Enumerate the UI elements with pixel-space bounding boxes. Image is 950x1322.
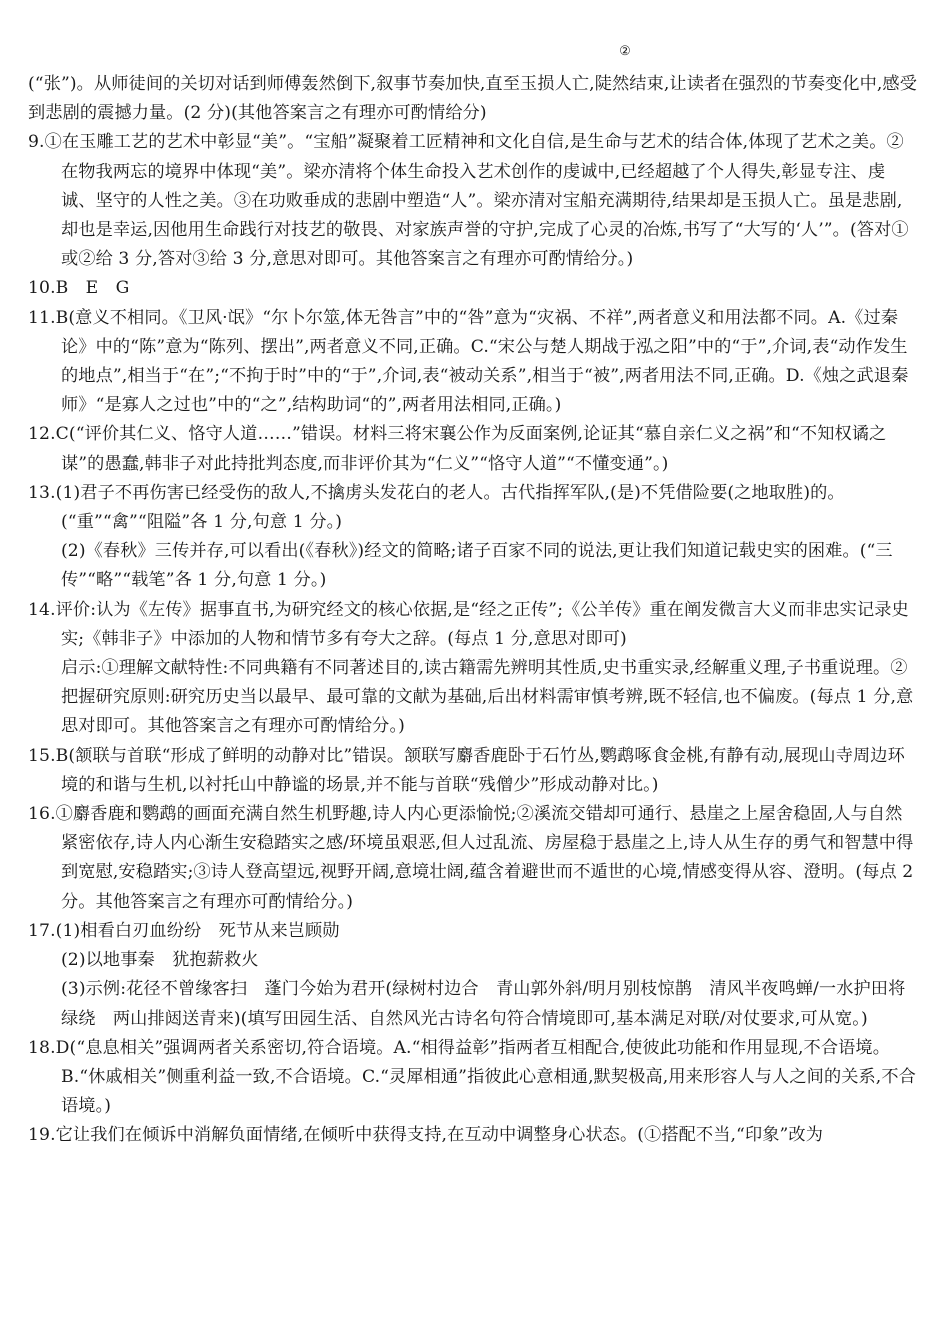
answer-content: [28, 70, 918, 1151]
answer-15: 15.B(颔联与首联“形成了鲜明的动静对比”错误。颔联写麝香鹿卧于石竹丛,鹦鹉啄食金桃,有静有动,展现山寺周边环境的和谐与生机,以衬托山中静谧的场景,并不能与首联“残僧少”形成动静对比。): [28, 745, 905, 795]
answer-19: 19.它让我们在倾诉中消解负面情绪,在倾听中获得支持,在互动中调整身心状态。(①搭配不当,“印象”改为: [28, 1125, 823, 1146]
answer-17-part-3: (3)示例:花径不曾缘客扫 蓬门今始为君开(绿树村边合 青山郭外斜/明月别枝惊鹊 清风半夜鸣蝉/一水护田将绿绕 两山排闼送青来)(填写田园生活、自然风光古诗名句符合情境即可,基本满足对联/对仗要求,可从宽。): [61, 979, 906, 1029]
answer-13-part-2: (2)《春秋》三传并存,可以看出(《春秋》)经文的简略;诸子百家不同的说法,更让我们知道记载史实的困难。(“三传”“略”“载笔”各 1 分,句意 1 分。): [61, 541, 893, 591]
paragraph-continuation: (“张”)。从师徒间的关切对话到师傅轰然倒下,叙事节奏加快,直至玉损人亡,陡然结束,让读者在强烈的节奏变化中,感受到悲剧的震撼力量。(2 分)(其他答案言之有理亦可酌情给分): [28, 74, 918, 124]
answer-14-insight: 启示:①理解文献特性:不同典籍有不同著述目的,读古籍需先辨明其性质,史书重实录,经解重义理,子书重说理。②把握研究原则:研究历史当以最早、最可靠的文献为基础,后出材料需审慎考辨,既不轻信,也不偏废。(每点 1 分,意思对即可。其他答案言之有理亦可酌情给分。): [61, 658, 914, 737]
answer-16: 16.①麝香鹿和鹦鹉的画面充满自然生机野趣,诗人内心更添愉悦;②溪流交错却可通行、悬崖之上屋舍稳固,人与自然紧密依存,诗人内心渐生安稳踏实之感/环境虽艰恶,但人过乱流、房屋稳于悬崖之上,诗人从生存的勇气和智慧中得到宽慰,安稳踏实;③诗人登高望远,视野开阔,意境壮阔,蕴含着避世而不遁世的心境,情感变得从容、澄明。(每点 2 分。其他答案言之有理亦可酌情给分。): [28, 804, 914, 912]
page-number: ②: [619, 44, 631, 59]
answer-10: 10.B E G: [28, 278, 130, 299]
answer-17-part-1: 17.(1)相看白刃血纷纷 死节从来岂顾勋: [28, 920, 340, 941]
answer-18: 18.D(“息息相关”强调两者关系密切,符合语境。A.“相得益彰”指两者互相配合,使彼此功能和作用显现,不合语境。B.“休戚相关”侧重利益一致,不合语境。C.“灵犀相通”指彼此心意相通,默契极高,用来形容人与人之间的关系,不合语境。): [28, 1037, 916, 1117]
answer-13-part-1: 13.(1)君子不再伤害已经受伤的敌人,不擒虏头发花白的老人。古代指挥军队,(是)不凭借险要(之地取胜)的。(“重”“禽”“阻隘”各 1 分,句意 1 分。): [28, 482, 845, 533]
answer-11: 11.B(意义不相同。《卫风·氓》“尔卜尔筮,体无咎言”中的“咎”意为“灾祸、不祥”,两者意义和用法都不同。A.《过秦论》中的“陈”意为“陈列、摆出”,两者意义不同,正确。C.“宋公与楚人期战于泓之阳”中的“于”,介词,表“动作发生的地点”,相当于“在”;“不拘于时”中的“于”,介词,表“被动关系”,相当于“被”,两者用法不同,正确。D.《烛之武退秦师》“是寡人之过也”中的“之”,结构助词“的”,两者用法相同,正确。): [28, 307, 909, 416]
answer-14-evaluation: 14.评价:认为《左传》据事直书,为研究经文的核心依据,是“经之正传”;《公羊传》重在阐发微言大义而非忠实记录史实;《韩非子》中添加的人物和情节多有夸大之辞。(每点 1 分,意思对即可): [28, 599, 909, 649]
answer-17-part-2: (2)以地事秦 犹抱薪救火: [61, 950, 259, 971]
answer-12: 12.C(“评价其仁义、恪守人道……”错误。材料三将宋襄公作为反面案例,论证其“慕自亲仁义之祸”和“不知权谲之谋”的愚蠢,韩非子对此持批判态度,而非评价其为“仁义”“恪守人道”“不懂变通”。): [28, 424, 887, 474]
answer-9: 9.①在玉雕工艺的艺术中彰显“美”。“宝船”凝聚着工匠精神和文化自信,是生命与艺术的结合体,体现了艺术之美。②在物我两忘的境界中体现“美”。梁亦清将个体生命投入艺术创作的虔诚中,已经超越了个人得失,彰显专注、虔诚、坚守的人性之美。③在功败垂成的悲剧中塑造“人”。梁亦清对宝船充满期待,结果却是玉损人亡。虽是悲剧,却也是幸运,因他用生命践行对技艺的敬畏、对家族声誉的守护,完成了心灵的冶炼,书写了“大写的‘人’”。(答对①或②给 3 分,答对③给 3 分,意思对即可。其他答案言之有理亦可酌情给分。): [28, 132, 909, 270]
